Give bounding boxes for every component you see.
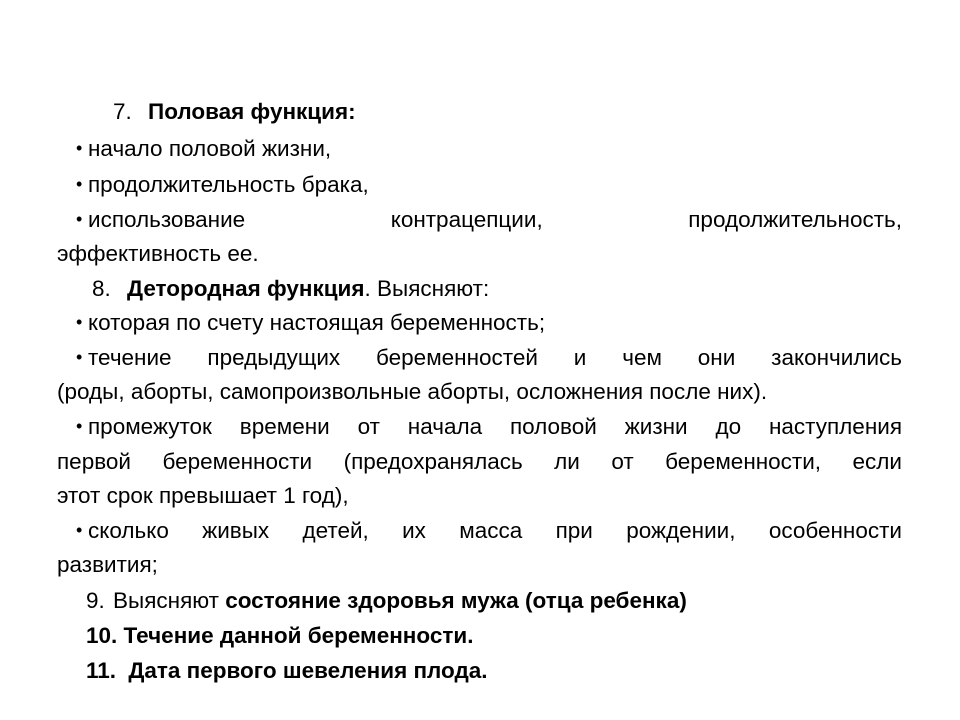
item-8-bullet-2-line-2: (роды, аборты, самопроизвольные аборты, осложнения после них). [57,379,768,404]
item-8-number: 8. [92,276,111,301]
item-8-bullet-3-line-3: этот срок превышает 1 год), [57,483,349,508]
item-7-bullet-2-text: продолжительность брака, [88,172,369,197]
item-8-bullet-1-text: которая по счету настоящая беременность; [88,310,546,335]
item-9-lead: Выясняют [113,588,226,613]
item-9-title: состояние здоровья мужа (отца ребенка) [225,588,687,613]
item-8-bullet-2-text-1: течение предыдущих беременностей и чем они закончились [88,345,902,370]
item-7-bullet-2 [76,172,369,199]
bullet-icon: • [76,138,83,158]
item-8-heading [92,276,489,302]
item-11-number: 11. [86,658,117,683]
item-8-bullet-2-line-1 [76,345,902,372]
item-8-bullet-4-text-1: сколько живых детей, их масса при рождении, особенности [88,518,902,543]
item-10-number: 10. [86,623,118,648]
item-8-bullet-3-line-1 [76,414,902,441]
item-9 [86,588,687,614]
bullet-icon: • [76,174,83,194]
item-7-number: 7. [113,99,132,124]
item-9-number: 9. [86,588,105,613]
item-7-bullet-3-text-1: использование контрацепции, продолжительность, [88,207,902,232]
item-8-bullet-4-line-2: развития; [57,552,158,577]
item-8-title: Детородная функция [127,276,365,301]
item-10 [86,623,473,649]
bullet-icon: • [76,312,83,332]
bullet-icon: • [76,520,83,540]
item-7-bullet-1-text: начало половой жизни, [88,136,332,161]
item-7-bullet-1 [76,136,331,163]
item-7-heading [113,99,356,125]
item-7-bullet-3-line-1 [76,207,902,234]
bullet-icon: • [76,209,83,229]
item-11-title: Дата первого шевеления плода. [128,658,488,683]
item-7-title: Половая функция: [148,99,356,124]
item-10-title: Течение данной беременности. [123,623,474,648]
item-7-bullet-3-line-2: эффективность ее. [57,241,259,266]
item-8-bullet-4-line-1 [76,518,902,545]
item-8-bullet-3-text-1: промежуток времени от начала половой жизни до наступления [88,414,902,439]
bullet-icon: • [76,347,83,367]
bullet-icon: • [76,416,83,436]
item-11 [86,658,488,684]
item-8-bullet-1 [76,310,545,337]
item-8-bullet-3-line-2: первой беременности (предохранялась ли от беременности, если [57,449,902,474]
item-8-rest: . Выясняют: [364,276,490,301]
